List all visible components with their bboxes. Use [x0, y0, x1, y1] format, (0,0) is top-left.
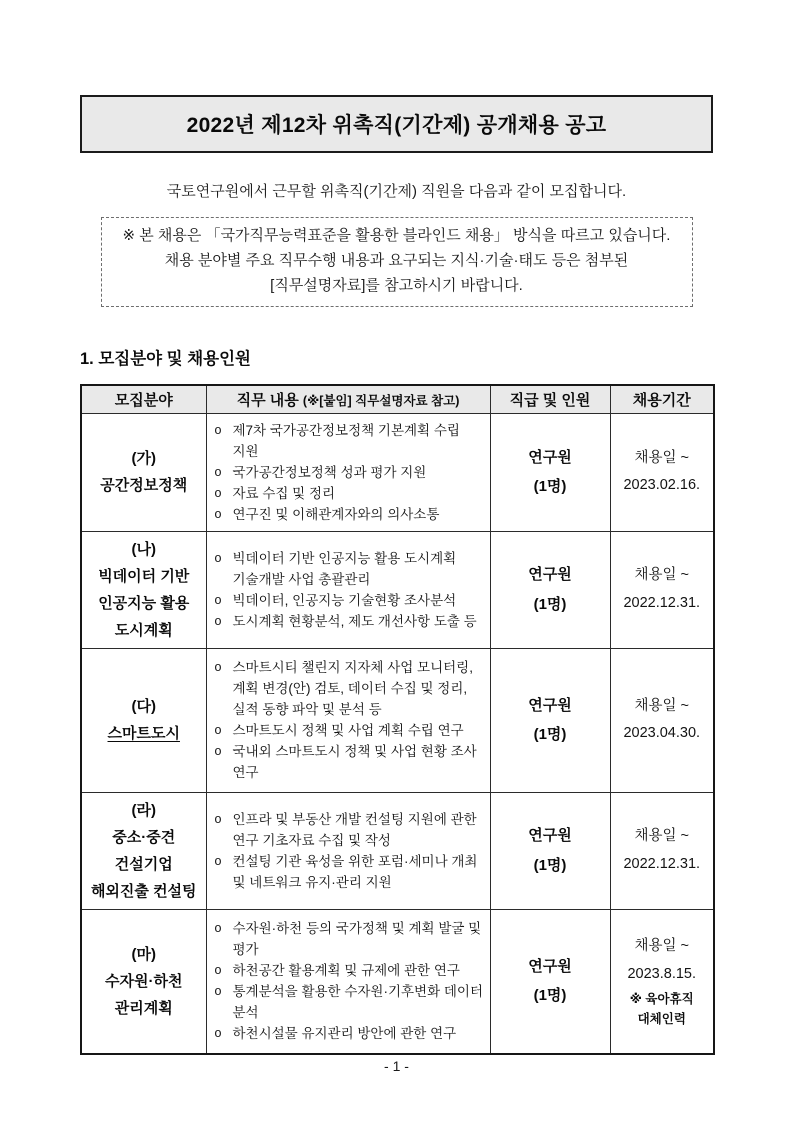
duty-bullet: o	[214, 485, 222, 500]
duty-bullet: o	[214, 464, 222, 479]
field-cell	[81, 413, 206, 531]
position-cell	[490, 648, 610, 792]
duty-item	[215, 483, 486, 504]
duty-bullet: o	[214, 506, 222, 521]
header-field: 모집분야	[81, 385, 206, 414]
period-line: 2023.04.30.	[623, 725, 701, 742]
duty-text: 빅데이터, 인공지능 기술현황 조사분석	[232, 592, 457, 608]
header-duties	[206, 385, 490, 414]
field-cell	[81, 792, 206, 909]
period-line: 채용일 ~	[634, 697, 690, 714]
field-cell	[81, 531, 206, 648]
period-cell	[610, 648, 714, 792]
duty-item	[215, 420, 486, 462]
field-line: 빅데이터 기반	[98, 567, 190, 585]
duty-item	[215, 720, 486, 741]
duty-bullet: o	[214, 422, 222, 437]
duty-item	[215, 981, 486, 1023]
header-position: 직급 및 인원	[490, 385, 610, 414]
header-period: 채용기간	[610, 385, 714, 414]
position-title: 연구원	[528, 448, 572, 466]
notice-box	[101, 217, 693, 307]
field-line: (가)	[131, 450, 156, 468]
duty-text: 수자원·하천 등의 국가정책 및 계획 발굴 및 평가	[232, 921, 482, 958]
period-cell	[610, 909, 714, 1054]
duty-text: 스마트도시 정책 및 사업 계획 수립 연구	[232, 723, 464, 739]
duties-cell	[206, 648, 490, 792]
position-cell	[490, 792, 610, 909]
header-row	[81, 385, 714, 414]
period-line: 채용일 ~	[634, 449, 690, 466]
position-headcount: (1명)	[533, 987, 567, 1005]
position-headcount: (1명)	[533, 595, 567, 613]
duties-cell	[206, 792, 490, 909]
position-headcount: (1명)	[533, 856, 567, 874]
duty-text: 자료 수집 및 정리	[232, 485, 336, 501]
section-title: 1. 모집분야 및 채용인원	[80, 349, 251, 368]
duty-item	[215, 657, 486, 720]
duty-item	[215, 1023, 486, 1044]
duty-bullet: o	[214, 744, 222, 759]
duty-text: 국내외 스마트도시 정책 및 사업 현황 조사 연구	[232, 744, 477, 781]
period-line: 채용일 ~	[634, 828, 690, 845]
table-row	[81, 909, 714, 1054]
position-headcount: (1명)	[533, 478, 567, 496]
duty-bullet: o	[214, 613, 222, 628]
period-note	[611, 989, 714, 1029]
period-line: 2022.12.31.	[623, 855, 701, 872]
period-line: 2023.8.15.	[627, 965, 697, 982]
duty-item	[215, 960, 486, 981]
field-line: (나)	[131, 540, 156, 558]
position-title: 연구원	[528, 566, 572, 584]
period-cell	[610, 792, 714, 909]
notice-line: ※ 본 채용은 「국가직무능력표준을 활용한 블라인드 채용」 방식을 따르고 있습니다.	[122, 227, 671, 244]
document-title-box	[80, 95, 713, 153]
duty-item	[215, 809, 486, 851]
period-line: 2023.02.16.	[623, 477, 701, 494]
period-line: 채용일 ~	[634, 938, 690, 955]
recruitment-table-body	[81, 413, 714, 1054]
position-cell	[490, 413, 610, 531]
position-title: 연구원	[528, 958, 572, 976]
field-line: 해외진출 컨설팅	[90, 882, 197, 900]
position-cell	[490, 909, 610, 1054]
table-row	[81, 531, 714, 648]
duty-bullet: o	[214, 660, 222, 675]
duty-item	[215, 548, 486, 590]
field-line: (다)	[131, 698, 156, 716]
duty-bullet: o	[214, 853, 222, 868]
duty-item	[215, 611, 486, 632]
table-row	[81, 648, 714, 792]
duty-item	[215, 462, 486, 483]
header-duties-main: 직무 내용	[236, 391, 299, 409]
table-row	[81, 413, 714, 531]
field-line: 인공지능 활용	[98, 594, 190, 612]
period-line: 2022.12.31.	[623, 594, 701, 611]
position-title: 연구원	[528, 696, 572, 714]
period-cell	[610, 413, 714, 531]
period-note-line: ※ 육아휴직	[629, 992, 694, 1007]
duty-text: 컨설팅 기관 육성을 위한 포럼·세미나 개최 및 네트워크 유지·관리 지원	[232, 853, 478, 890]
field-cell	[81, 648, 206, 792]
duties-cell	[206, 531, 490, 648]
duty-bullet: o	[214, 984, 222, 999]
field-line: 관리계획	[114, 999, 173, 1017]
duty-text: 연구진 및 이해관계자와의 의사소통	[232, 506, 440, 522]
duty-text: 제7차 국가공간정보정책 기본계획 수립 지원	[232, 422, 460, 459]
table-row	[81, 792, 714, 909]
document-title: 2022년 제12차 위촉직(기간제) 공개채용 공고	[186, 114, 607, 137]
notice-line: [직무설명자료]를 참고하시기 바랍니다.	[270, 277, 523, 295]
duty-text: 인프라 및 부동산 개발 컨설팅 지원에 관한 연구 기초자료 수집 및 작성	[232, 811, 477, 848]
duty-bullet: o	[214, 550, 222, 565]
duty-item	[215, 851, 486, 893]
field-line: 공간정보정책	[100, 477, 188, 495]
duties-cell	[206, 909, 490, 1054]
duties-cell	[206, 413, 490, 531]
period-cell	[610, 531, 714, 648]
position-headcount: (1명)	[533, 726, 567, 744]
field-line: 건설기업	[114, 855, 173, 873]
field-line: (마)	[131, 945, 156, 963]
field-line: 중소·중견	[112, 828, 176, 846]
duty-text: 스마트시티 챌린지 지자체 사업 모니터링, 계획 변경(안) 검토, 데이터 수집 및 정리, 실적 동향 파악 및 분석 등	[232, 660, 473, 718]
duty-text: 하천공간 활용계획 및 규제에 관한 연구	[232, 963, 460, 979]
page-number: - 1 -	[384, 1058, 409, 1074]
duty-bullet: o	[214, 1026, 222, 1041]
duty-bullet: o	[214, 592, 222, 607]
header-duties-note: (※[붙임] 직무설명자료 참고)	[302, 393, 460, 408]
duty-text: 하천시설물 유지관리 방안에 관한 연구	[232, 1026, 457, 1042]
duty-bullet: o	[214, 963, 222, 978]
duty-text: 통계분석을 활용한 수자원·기후변화 데이터 분석	[232, 984, 483, 1021]
duty-item	[215, 918, 486, 960]
field-line: (라)	[131, 801, 156, 819]
duty-bullet: o	[214, 723, 222, 738]
field-line: 수자원·하천	[105, 972, 183, 990]
field-cell	[81, 909, 206, 1054]
duty-text: 빅데이터 기반 인공지능 활용 도시계획 기술개발 사업 총괄관리	[232, 550, 457, 587]
period-note-line: 대체인력	[637, 1012, 686, 1027]
field-line: 스마트도시	[107, 725, 180, 743]
position-title: 연구원	[528, 827, 572, 845]
duty-item	[215, 741, 486, 783]
duty-bullet: o	[214, 811, 222, 826]
duty-text: 국가공간정보정책 성과 평가 지원	[232, 464, 427, 480]
intro-text: 국토연구원에서 근무할 위촉직(기간제) 직원을 다음과 같이 모집합니다.	[166, 183, 627, 200]
duty-text: 도시계획 현황분석, 제도 개선사항 도출 등	[232, 613, 477, 629]
recruitment-table	[80, 384, 715, 1056]
recruitment-table-header	[81, 385, 714, 414]
duty-bullet: o	[214, 921, 222, 936]
notice-line: 채용 분야별 주요 직무수행 내용과 요구되는 지식·기술·태도 등은 첨부된	[164, 252, 629, 270]
field-line: 도시계획	[114, 621, 173, 639]
position-cell	[490, 531, 610, 648]
duty-item	[215, 590, 486, 611]
period-line: 채용일 ~	[634, 567, 690, 584]
duty-item	[215, 504, 486, 525]
